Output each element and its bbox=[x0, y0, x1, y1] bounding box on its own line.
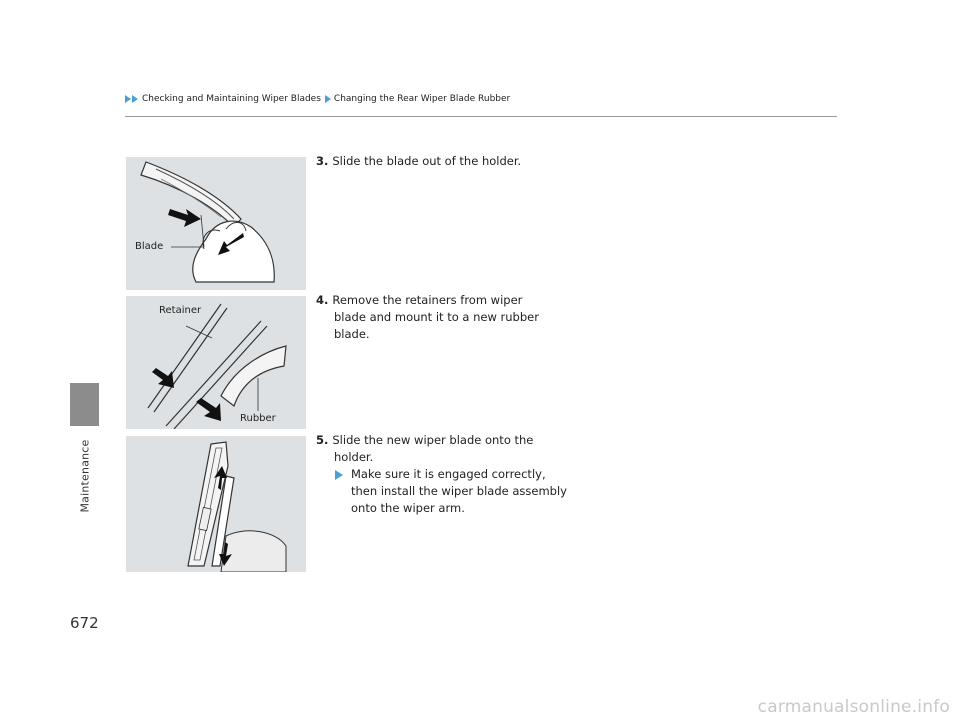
breadcrumb-arrow-icon bbox=[125, 95, 131, 103]
label-blade: Blade bbox=[135, 241, 164, 252]
step-5-note: Make sure it is engaged correctly, then install the wiper blade assembly onto the wiper arm. bbox=[334, 466, 571, 517]
figure-slide-blade-out bbox=[126, 157, 306, 290]
label-retainer: Retainer bbox=[159, 305, 202, 316]
install-blade-illustration bbox=[126, 436, 306, 572]
section-label: Maintenance bbox=[78, 439, 92, 513]
section-tab bbox=[70, 383, 99, 426]
figure-slide-new-blade bbox=[126, 436, 306, 572]
breadcrumb-arrow-icon bbox=[325, 95, 331, 103]
breadcrumb-arrow-icon bbox=[132, 95, 138, 103]
page-number: 672 bbox=[70, 614, 99, 632]
breadcrumb-section[interactable]: Checking and Maintaining Wiper Blades bbox=[142, 94, 321, 104]
blade-holder-illustration bbox=[126, 157, 306, 290]
note-arrow-icon bbox=[335, 470, 343, 480]
header-rule bbox=[125, 116, 837, 117]
watermark: carmanualsonline.info bbox=[757, 697, 950, 717]
step-3: 3. Slide the blade out of the holder. bbox=[316, 154, 522, 168]
breadcrumb bbox=[125, 94, 510, 104]
figure-remove-retainers bbox=[126, 296, 306, 429]
label-rubber: Rubber bbox=[240, 413, 276, 424]
retainer-rubber-illustration bbox=[126, 296, 306, 429]
breadcrumb-subsection[interactable]: Changing the Rear Wiper Blade Rubber bbox=[333, 94, 511, 104]
step-4: 4. Remove the retainers from wiper blade and mount it to a new rubber blade. bbox=[316, 293, 539, 341]
step-5: 5. Slide the new wiper blade onto the holder. Make sure it is engaged correctly, then install the wiper blade assembly onto the wiper arm. bbox=[316, 432, 566, 517]
